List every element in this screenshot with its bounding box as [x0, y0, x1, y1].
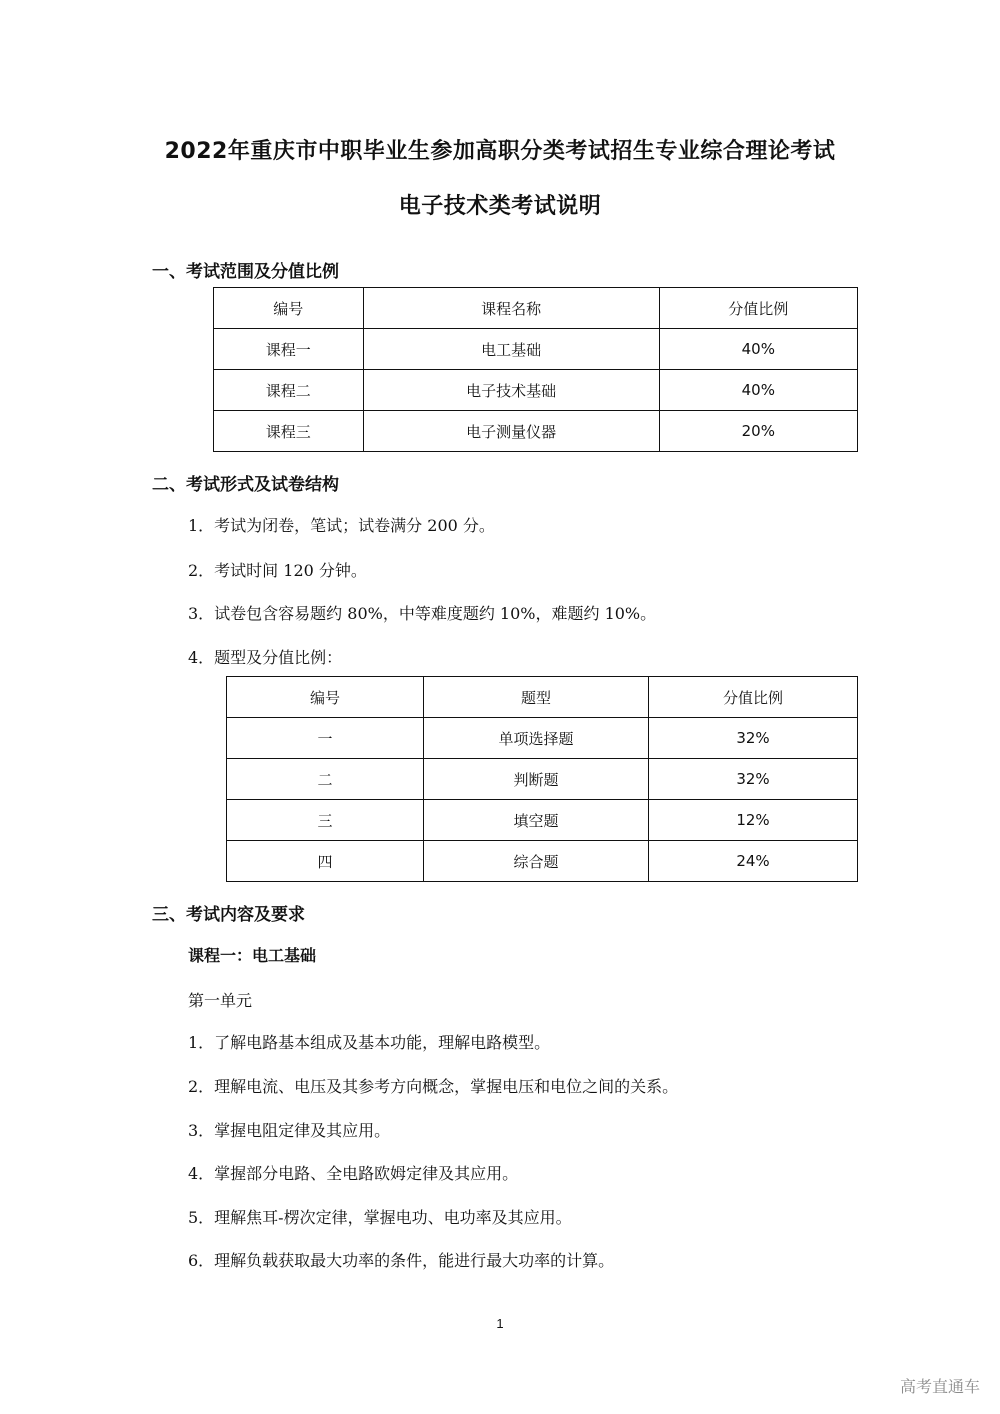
watermark: 高考直通车 — [899, 1377, 980, 1396]
table-header-cell: 分值比例 — [649, 677, 858, 718]
table-row — [214, 370, 858, 411]
table-row — [227, 841, 858, 882]
table-header-cell: 题型 — [424, 677, 649, 718]
table-cell: 32% — [649, 718, 858, 759]
table-cell: 电子技术基础 — [363, 370, 659, 411]
table-row — [227, 759, 858, 800]
table-cell: 二 — [227, 759, 424, 800]
requirement-item: 2．理解电流、电压及其参考方向概念，掌握电压和电位之间的关系。 — [188, 1077, 679, 1096]
course-title: 课程一：电工基础 — [188, 946, 317, 965]
table-header-cell: 课程名称 — [363, 288, 659, 329]
table-header-cell: 分值比例 — [659, 288, 857, 329]
table-row — [214, 329, 858, 370]
table-header-cell: 编号 — [214, 288, 364, 329]
table-cell: 三 — [227, 800, 424, 841]
table-cell: 32% — [649, 759, 858, 800]
unit-title: 第一单元 — [188, 991, 253, 1010]
table-cell: 一 — [227, 718, 424, 759]
section1-heading: 一、考试范围及分值比例 — [152, 262, 339, 282]
table-cell: 课程一 — [214, 329, 364, 370]
table-header-row — [214, 288, 858, 329]
table-cell: 12% — [649, 800, 858, 841]
table-header-cell: 编号 — [227, 677, 424, 718]
table-row — [227, 800, 858, 841]
section2-heading: 二、考试形式及试卷结构 — [152, 475, 339, 495]
table-cell: 综合题 — [424, 841, 649, 882]
requirement-item: 1．了解电路基本组成及基本功能，理解电路模型。 — [188, 1033, 551, 1052]
course-score-table — [213, 287, 858, 452]
table-cell: 课程二 — [214, 370, 364, 411]
question-type-table — [226, 676, 858, 882]
document-title-line2: 电子技术类考试说明 — [398, 194, 602, 219]
requirement-item: 3．掌握电阻定律及其应用。 — [188, 1121, 391, 1140]
page-number: 1 — [496, 1316, 504, 1331]
table-cell: 课程三 — [214, 411, 364, 452]
table-cell: 40% — [659, 329, 857, 370]
exam-format-item: 4．题型及分值比例： — [188, 648, 343, 667]
table-cell: 电工基础 — [363, 329, 659, 370]
exam-format-item: 1．考试为闭卷，笔试；试卷满分 200 分。 — [188, 516, 495, 535]
requirement-item: 5．理解焦耳-楞次定律，掌握电功、电功率及其应用。 — [188, 1208, 572, 1227]
table-cell: 20% — [659, 411, 857, 452]
table-cell: 电子测量仪器 — [363, 411, 659, 452]
document-title-line1: 2022年重庆市中职毕业生参加高职分类考试招生专业综合理论考试 — [164, 139, 836, 164]
requirement-item: 6．理解负载获取最大功率的条件，能进行最大功率的计算。 — [188, 1251, 615, 1270]
table-header-row — [227, 677, 858, 718]
table-cell: 填空题 — [424, 800, 649, 841]
table-cell: 40% — [659, 370, 857, 411]
table-cell: 24% — [649, 841, 858, 882]
table-cell: 判断题 — [424, 759, 649, 800]
exam-format-item: 2．考试时间 120 分钟。 — [188, 561, 367, 580]
table-cell: 单项选择题 — [424, 718, 649, 759]
table-cell: 四 — [227, 841, 424, 882]
section3-heading: 三、考试内容及要求 — [152, 905, 305, 925]
requirement-item: 4．掌握部分电路、全电路欧姆定律及其应用。 — [188, 1164, 519, 1183]
exam-format-item: 3．试卷包含容易题约 80%，中等难度题约 10%，难题约 10%。 — [188, 604, 657, 623]
table-row — [227, 718, 858, 759]
table-row — [214, 411, 858, 452]
